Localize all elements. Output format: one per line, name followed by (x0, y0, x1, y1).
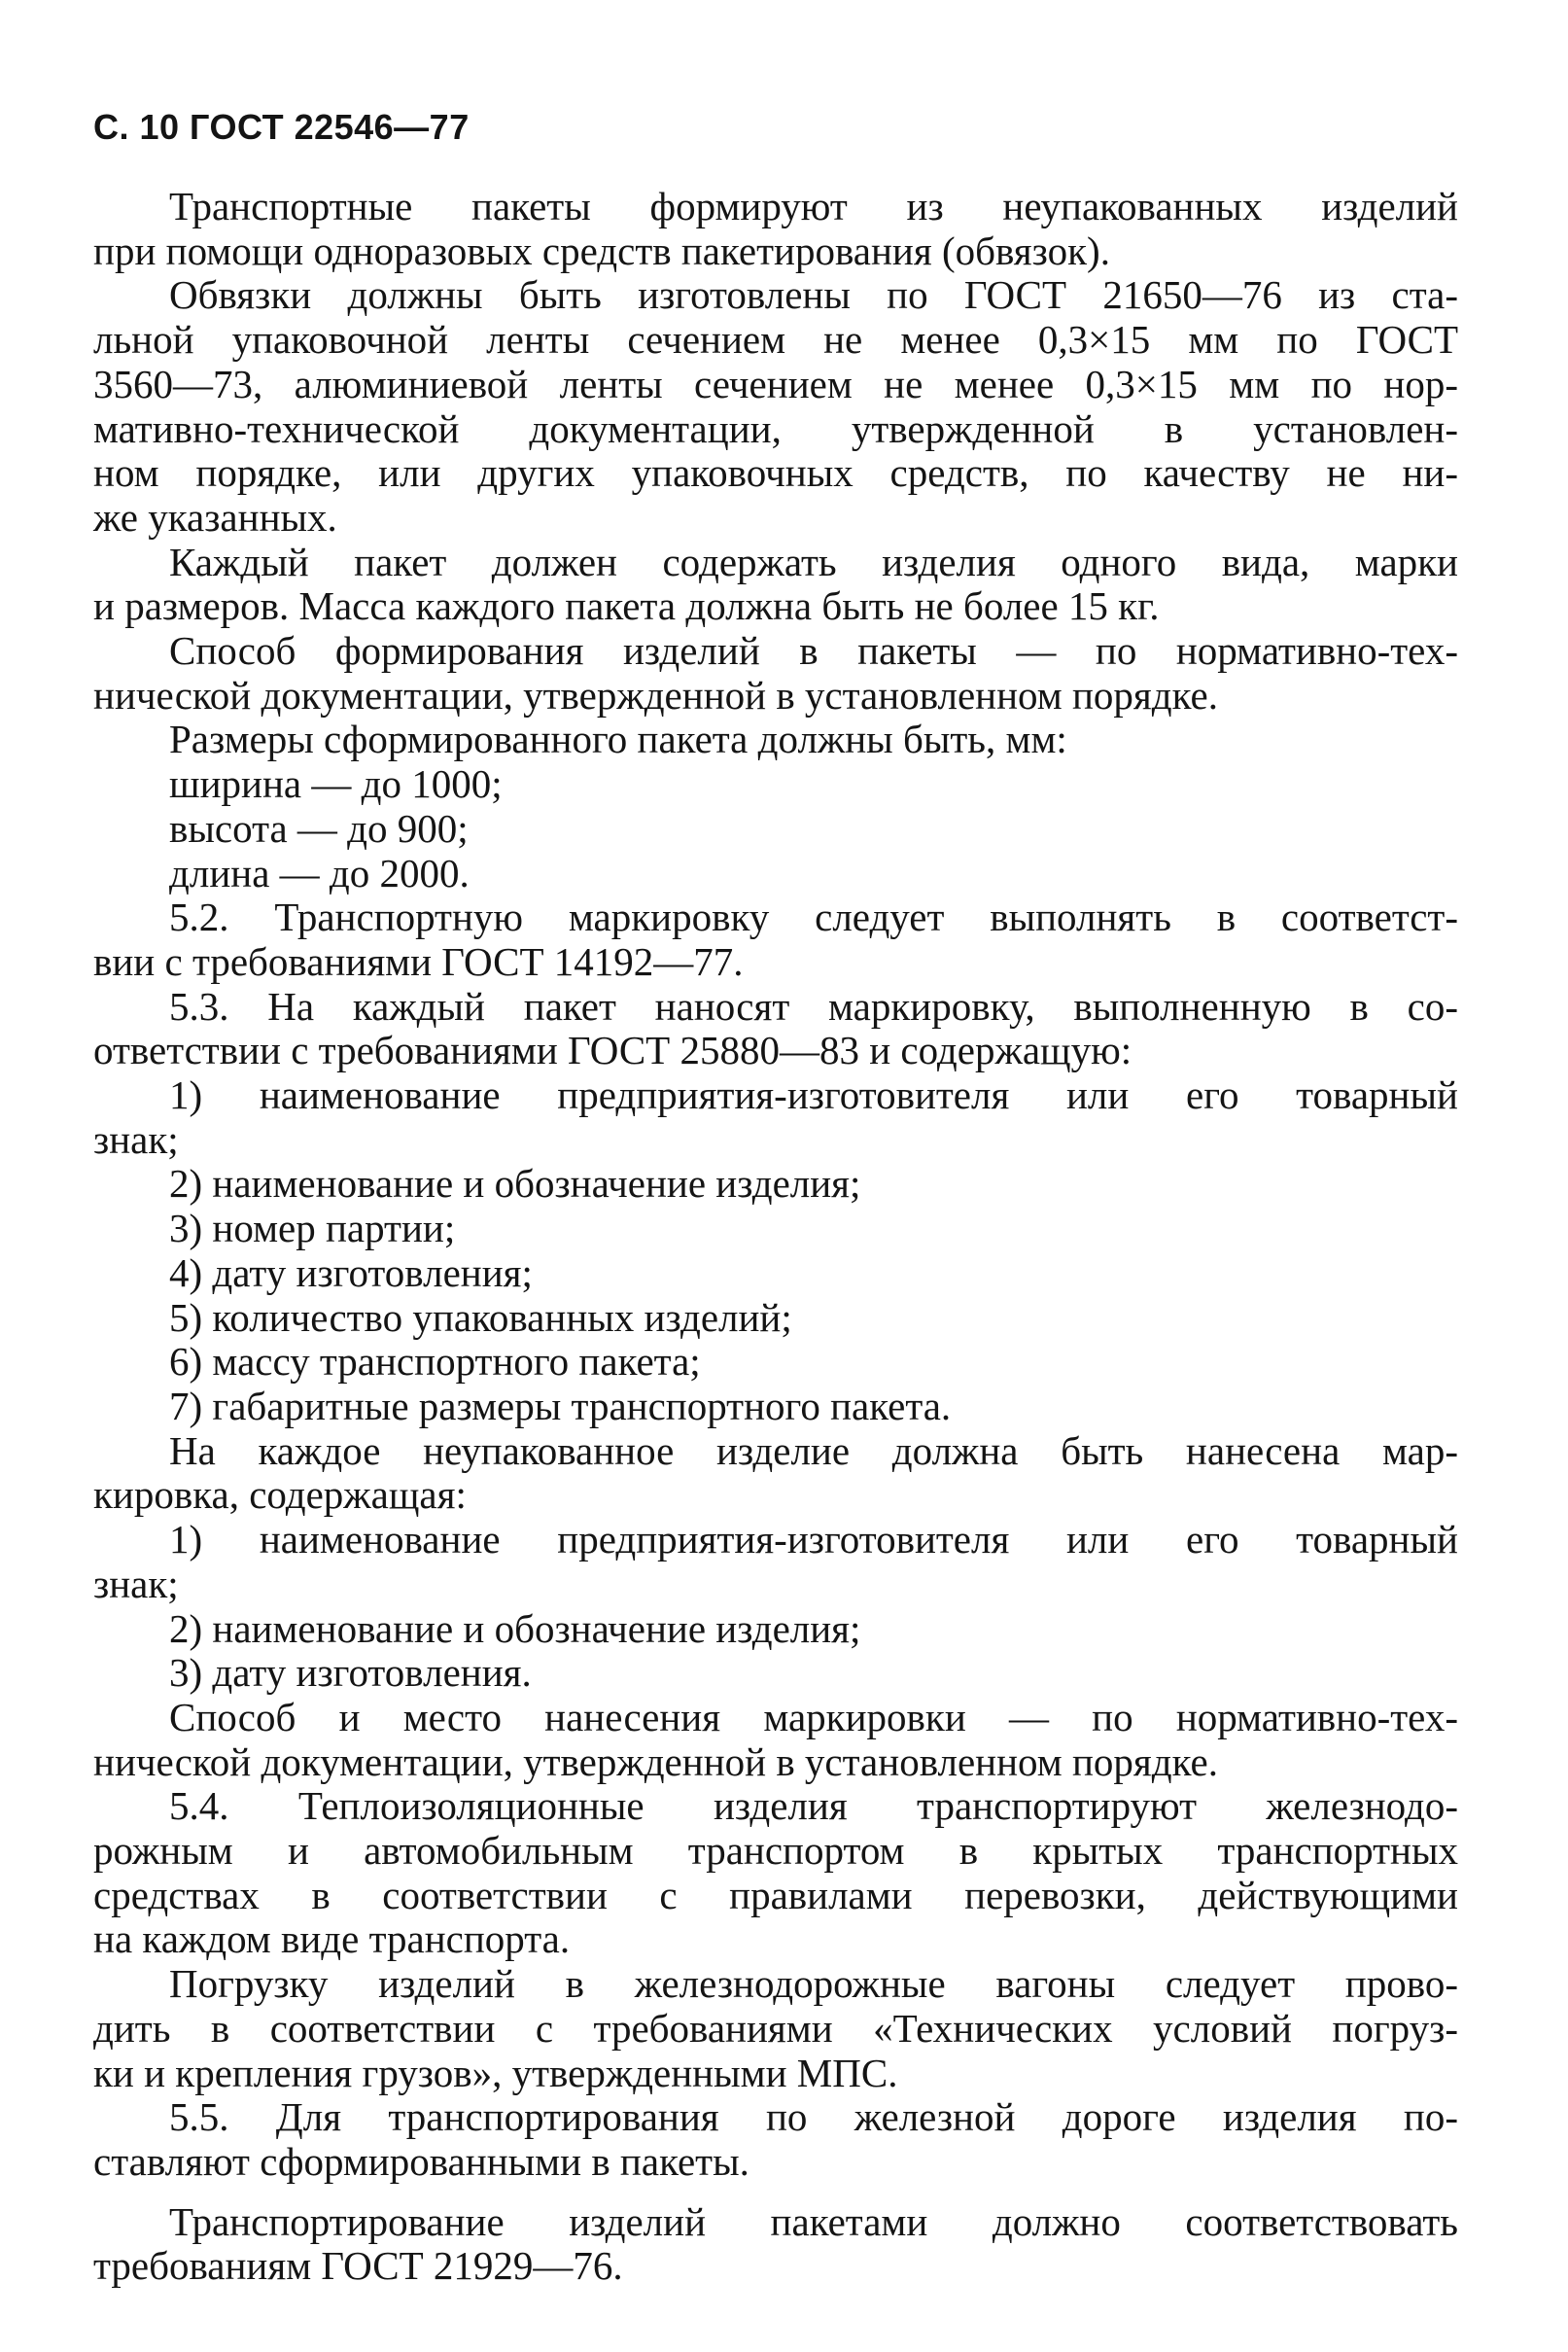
text-line: ставляют сформированными в пакеты. (93, 2138, 749, 2184)
text-line: рожным и автомобильным транспортом в крытых транспортных (93, 1828, 1458, 1874)
text-line: Транспортирование изделий пакетами должно соответствовать (169, 2198, 1458, 2244)
text-line: Каждый пакет должен содержать изделия одного вида, марки (169, 539, 1458, 584)
text-line: На каждое неупакованное изделие должна быть нанесена мар- (169, 1427, 1458, 1473)
text-line: при помощи одноразовых средств пакетирования (обвязок). (93, 228, 1110, 273)
text-line: ответствии с требованиями ГОСТ 25880—83 и содержащую: (93, 1028, 1132, 1073)
text-line: кировка, содержащая: (93, 1472, 467, 1518)
text-line: ки и крепления грузов», утвержденными МПС. (93, 2050, 898, 2095)
text-line: 5.3. На каждый пакет наносят маркировку, выполненную в со- (169, 983, 1458, 1029)
text-line: 2) наименование и обозначение изделия; (169, 1161, 861, 1207)
text-line: и размеров. Масса каждого пакета должна быть не более 15 кг. (93, 583, 1160, 629)
body-text (93, 185, 1458, 2289)
text-line: 6) массу транспортного пакета; (169, 1339, 701, 1385)
text-line: ном порядке, или других упаковочных средств, по качеству не ни- (93, 450, 1458, 496)
text-line: 2) наименование и обозначение изделия; (169, 1605, 861, 1651)
text-line: знак; (93, 1116, 179, 1162)
text-line: Погрузку изделий в железнодорожные вагоны следует прово- (169, 1961, 1458, 2007)
text-line: Транспортные пакеты формируют из неупакованных изделий (169, 184, 1458, 228)
text-line: мативно-технической документации, утвержденной в установлен- (93, 405, 1458, 451)
text-line: 5.5. Для транспортирования по железной дороге изделия по- (169, 2094, 1458, 2140)
text-line: высота — до 900; (169, 805, 469, 851)
text-line: требованиям ГОСТ 21929—76. (93, 2243, 623, 2289)
text-line: длина — до 2000. (169, 850, 470, 895)
text-line: дить в соответствии с требованиями «Технических условий погруз- (93, 2005, 1458, 2051)
text-line: 3) номер партии; (169, 1206, 456, 1251)
text-line: ширина — до 1000; (169, 761, 503, 807)
text-line: 4) дату изготовления; (169, 1249, 533, 1295)
text-line: 3560—73, алюминиевой ленты сечением не менее 0,3×15 мм по нор- (93, 361, 1458, 406)
text-line: 5.4. Теплоизоляционные изделия транспортируют железнодо- (169, 1783, 1458, 1829)
text-line: знак; (93, 1561, 179, 1606)
text-line: же указанных. (93, 494, 337, 540)
text-line: 1) наименование предприятия-изготовителя или его товарный (169, 1072, 1458, 1118)
text-line: Способ формирования изделий в пакеты — по нормативно-тех- (169, 628, 1458, 674)
page-header: С. 10 ГОСТ 22546—77 (93, 107, 470, 147)
text-line: Способ и место нанесения маркировки — по нормативно-тех- (169, 1694, 1458, 1739)
text-line: вии с требованиями ГОСТ 14192—77. (93, 938, 744, 984)
text-line: на каждом виде транспорта. (93, 1916, 571, 1962)
text-line: нической документации, утвержденной в установленном порядке. (93, 1738, 1218, 1784)
text-line: средствах в соответствии с правилами перевозки, действующими (93, 1872, 1458, 1917)
text-line: нической документации, утвержденной в установленном порядке. (93, 672, 1218, 718)
paragraph-gap (93, 2185, 1458, 2200)
text-line: 7) габаритные размеры транспортного пакета. (169, 1383, 952, 1428)
text-line: Размеры сформированного пакета должны быть, мм: (169, 717, 1067, 762)
text-line: 5.2. Транспортную маркировку следует выполнять в соответст- (169, 895, 1458, 940)
text-line: 1) наименование предприятия-изготовителя или его товарный (169, 1517, 1458, 1562)
text-line: Обвязки должны быть изготовлены по ГОСТ 21650—76 из ста- (169, 272, 1458, 318)
text-line: льной упаковочной ленты сечением не менее 0,3×15 мм по ГОСТ (93, 317, 1458, 363)
text-line: 5) количество упакованных изделий; (169, 1294, 792, 1340)
text-line: 3) дату изготовления. (169, 1650, 532, 1696)
